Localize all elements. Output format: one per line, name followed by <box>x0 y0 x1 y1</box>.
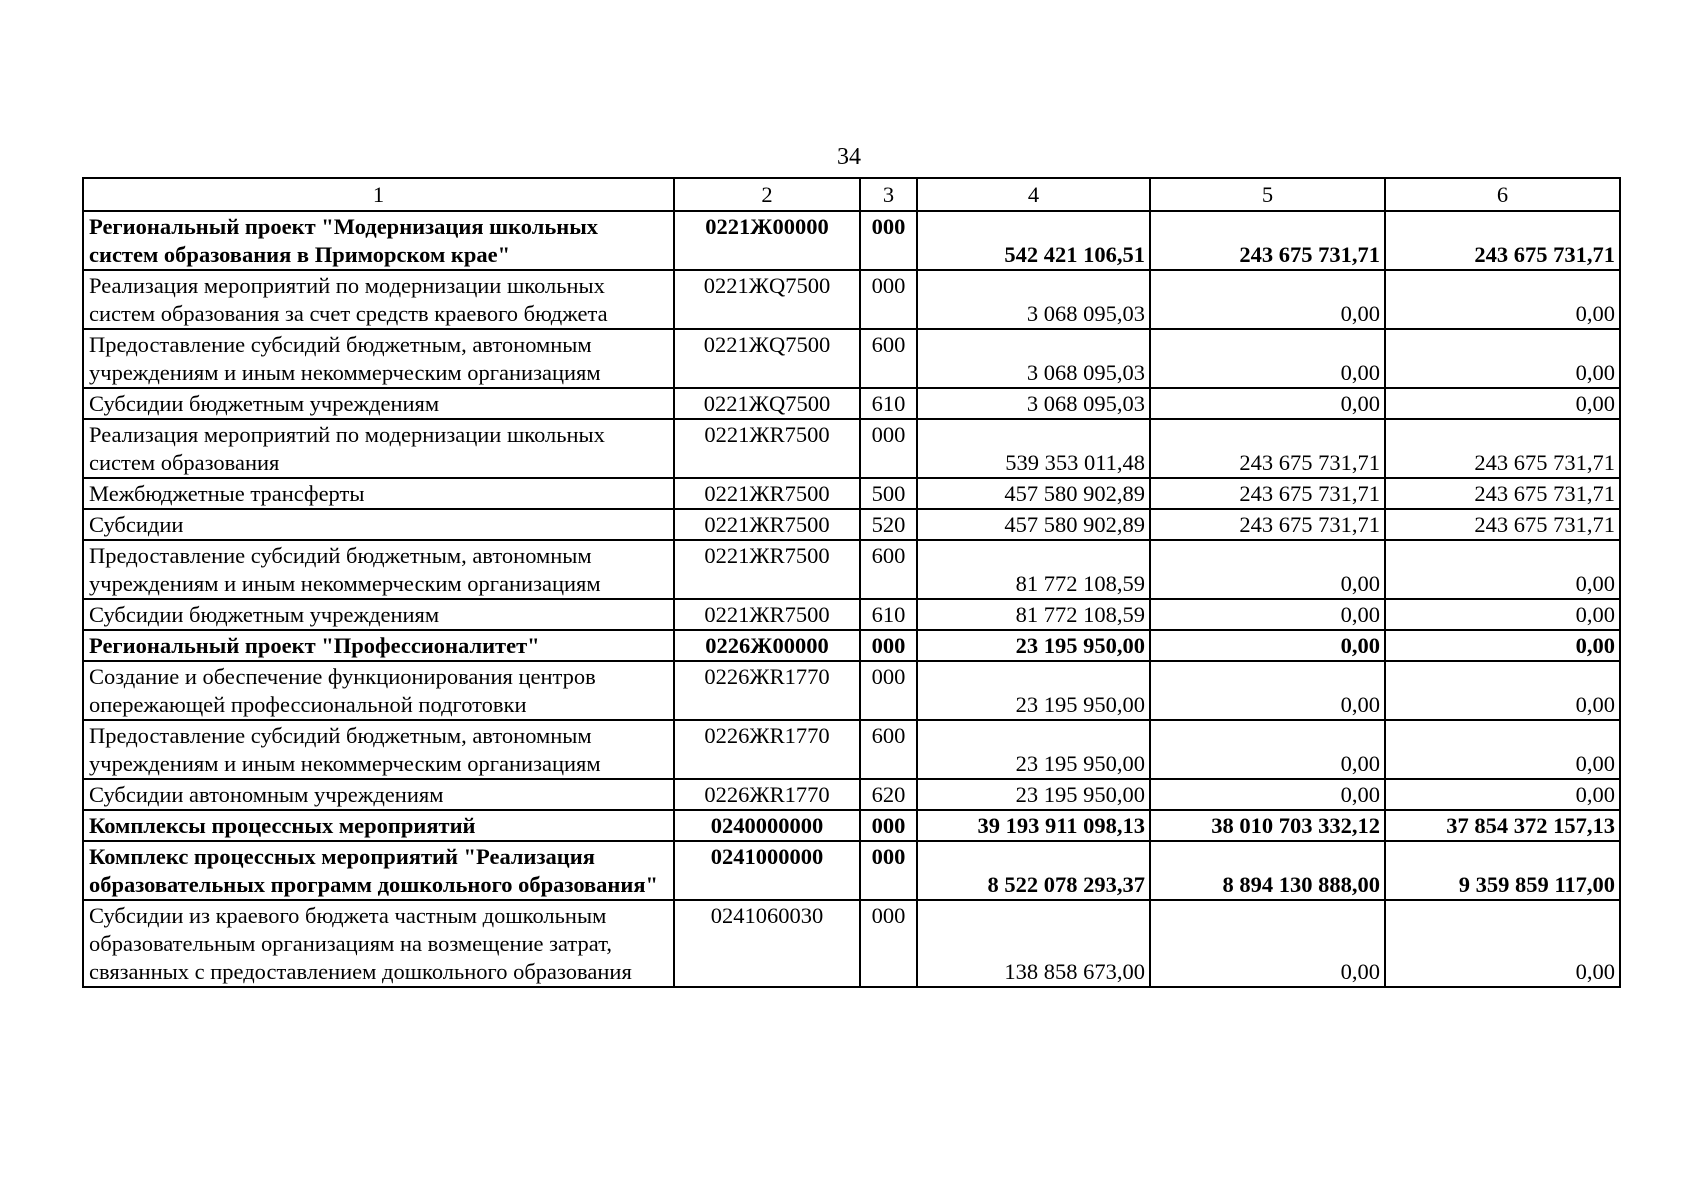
row-value-col5: 243 675 731,71 <box>1150 211 1385 270</box>
table-body <box>83 211 1620 987</box>
row-value-col5: 0,00 <box>1150 270 1385 329</box>
row-type: 500 <box>860 478 917 509</box>
table-header-row <box>83 178 1620 211</box>
table-row <box>83 419 1620 478</box>
row-value-col4: 81 772 108,59 <box>917 540 1150 599</box>
row-value-col4: 23 195 950,00 <box>917 630 1150 661</box>
row-value-col4: 457 580 902,89 <box>917 478 1150 509</box>
table-row <box>83 211 1620 270</box>
row-value-col6: 0,00 <box>1385 540 1620 599</box>
row-code: 0221Ж00000 <box>674 211 860 270</box>
row-type: 000 <box>860 661 917 720</box>
budget-table <box>82 177 1621 988</box>
row-value-col4: 3 068 095,03 <box>917 329 1150 388</box>
row-name: Субсидии автономным учреждениям <box>83 779 674 810</box>
row-value-col5: 8 894 130 888,00 <box>1150 841 1385 900</box>
row-type: 600 <box>860 720 917 779</box>
row-name: Создание и обеспечение функционирования центров опережающей профессиональной подготовки <box>83 661 674 720</box>
table-row <box>83 779 1620 810</box>
row-value-col5: 0,00 <box>1150 599 1385 630</box>
row-value-col5: 0,00 <box>1150 661 1385 720</box>
row-value-col6: 37 854 372 157,13 <box>1385 810 1620 841</box>
row-value-col5: 0,00 <box>1150 900 1385 987</box>
table-row <box>83 540 1620 599</box>
row-value-col6: 9 359 859 117,00 <box>1385 841 1620 900</box>
row-value-col4: 23 195 950,00 <box>917 720 1150 779</box>
row-value-col6: 0,00 <box>1385 900 1620 987</box>
row-type: 620 <box>860 779 917 810</box>
table-row <box>83 810 1620 841</box>
row-value-col6: 243 675 731,71 <box>1385 478 1620 509</box>
row-name: Субсидии из краевого бюджета частным дошкольным образовательным организациям на возмещение затрат, связанных с предоставлением дошкольного образования <box>83 900 674 987</box>
row-name: Реализация мероприятий по модернизации школьных систем образования за счет средств краевого бюджета <box>83 270 674 329</box>
table-row <box>83 661 1620 720</box>
row-name: Субсидии бюджетным учреждениям <box>83 599 674 630</box>
page-number: 34 <box>837 144 861 170</box>
row-type: 000 <box>860 841 917 900</box>
row-type: 610 <box>860 599 917 630</box>
table-row <box>83 388 1620 419</box>
row-value-col5: 243 675 731,71 <box>1150 509 1385 540</box>
row-value-col5: 243 675 731,71 <box>1150 419 1385 478</box>
row-code: 0221ЖQ7500 <box>674 329 860 388</box>
row-code: 0221ЖQ7500 <box>674 270 860 329</box>
row-value-col4: 542 421 106,51 <box>917 211 1150 270</box>
row-value-col5: 0,00 <box>1150 388 1385 419</box>
column-header: 6 <box>1385 178 1620 211</box>
row-value-col4: 539 353 011,48 <box>917 419 1150 478</box>
table-row <box>83 509 1620 540</box>
row-value-col4: 3 068 095,03 <box>917 270 1150 329</box>
row-code: 0221ЖR7500 <box>674 540 860 599</box>
row-name: Межбюджетные трансферты <box>83 478 674 509</box>
table-row <box>83 270 1620 329</box>
row-code: 0241000000 <box>674 841 860 900</box>
table-row <box>83 630 1620 661</box>
row-code: 0240000000 <box>674 810 860 841</box>
row-value-col5: 0,00 <box>1150 540 1385 599</box>
row-value-col4: 81 772 108,59 <box>917 599 1150 630</box>
row-type: 610 <box>860 388 917 419</box>
row-code: 0226ЖR1770 <box>674 779 860 810</box>
row-value-col5: 0,00 <box>1150 779 1385 810</box>
row-code: 0221ЖR7500 <box>674 509 860 540</box>
row-name: Предоставление субсидий бюджетным, автономным учреждениям и иным некоммерческим организациям <box>83 720 674 779</box>
row-type: 520 <box>860 509 917 540</box>
row-value-col6: 243 675 731,71 <box>1385 419 1620 478</box>
row-value-col5: 243 675 731,71 <box>1150 478 1385 509</box>
row-value-col5: 0,00 <box>1150 720 1385 779</box>
row-type: 000 <box>860 419 917 478</box>
row-name: Субсидии <box>83 509 674 540</box>
table-row <box>83 720 1620 779</box>
row-code: 0221ЖR7500 <box>674 419 860 478</box>
table-row <box>83 841 1620 900</box>
row-value-col4: 8 522 078 293,37 <box>917 841 1150 900</box>
row-value-col5: 0,00 <box>1150 630 1385 661</box>
row-value-col4: 39 193 911 098,13 <box>917 810 1150 841</box>
row-name: Комплексы процессных мероприятий <box>83 810 674 841</box>
column-header: 4 <box>917 178 1150 211</box>
row-value-col4: 3 068 095,03 <box>917 388 1150 419</box>
column-header: 3 <box>860 178 917 211</box>
column-header: 1 <box>83 178 674 211</box>
row-value-col6: 0,00 <box>1385 270 1620 329</box>
row-name: Предоставление субсидий бюджетным, автономным учреждениям и иным некоммерческим организациям <box>83 329 674 388</box>
row-type: 000 <box>860 630 917 661</box>
row-name: Реализация мероприятий по модернизации школьных систем образования <box>83 419 674 478</box>
table-row <box>83 599 1620 630</box>
row-name: Субсидии бюджетным учреждениям <box>83 388 674 419</box>
table-row <box>83 329 1620 388</box>
column-header: 5 <box>1150 178 1385 211</box>
table-row <box>83 900 1620 987</box>
row-name: Комплекс процессных мероприятий "Реализация образовательных программ дошкольного образования" <box>83 841 674 900</box>
row-value-col6: 0,00 <box>1385 388 1620 419</box>
row-value-col6: 0,00 <box>1385 779 1620 810</box>
row-value-col4: 138 858 673,00 <box>917 900 1150 987</box>
row-code: 0221ЖR7500 <box>674 478 860 509</box>
row-value-col4: 457 580 902,89 <box>917 509 1150 540</box>
row-value-col6: 243 675 731,71 <box>1385 211 1620 270</box>
row-type: 000 <box>860 810 917 841</box>
row-value-col6: 0,00 <box>1385 329 1620 388</box>
row-name: Региональный проект "Модернизация школьных систем образования в Приморском крае" <box>83 211 674 270</box>
row-code: 0241060030 <box>674 900 860 987</box>
row-value-col5: 0,00 <box>1150 329 1385 388</box>
column-header: 2 <box>674 178 860 211</box>
row-type: 600 <box>860 329 917 388</box>
row-name: Предоставление субсидий бюджетным, автономным учреждениям и иным некоммерческим организациям <box>83 540 674 599</box>
row-code: 0221ЖR7500 <box>674 599 860 630</box>
row-type: 000 <box>860 211 917 270</box>
row-name: Региональный проект "Профессионалитет" <box>83 630 674 661</box>
row-type: 600 <box>860 540 917 599</box>
row-value-col4: 23 195 950,00 <box>917 661 1150 720</box>
row-value-col6: 0,00 <box>1385 661 1620 720</box>
row-value-col4: 23 195 950,00 <box>917 779 1150 810</box>
row-value-col5: 38 010 703 332,12 <box>1150 810 1385 841</box>
row-value-col6: 0,00 <box>1385 720 1620 779</box>
row-code: 0226ЖR1770 <box>674 661 860 720</box>
row-type: 000 <box>860 270 917 329</box>
row-code: 0226ЖR1770 <box>674 720 860 779</box>
row-code: 0221ЖQ7500 <box>674 388 860 419</box>
row-type: 000 <box>860 900 917 987</box>
row-value-col6: 243 675 731,71 <box>1385 509 1620 540</box>
table-row <box>83 478 1620 509</box>
row-value-col6: 0,00 <box>1385 599 1620 630</box>
row-code: 0226Ж00000 <box>674 630 860 661</box>
row-value-col6: 0,00 <box>1385 630 1620 661</box>
